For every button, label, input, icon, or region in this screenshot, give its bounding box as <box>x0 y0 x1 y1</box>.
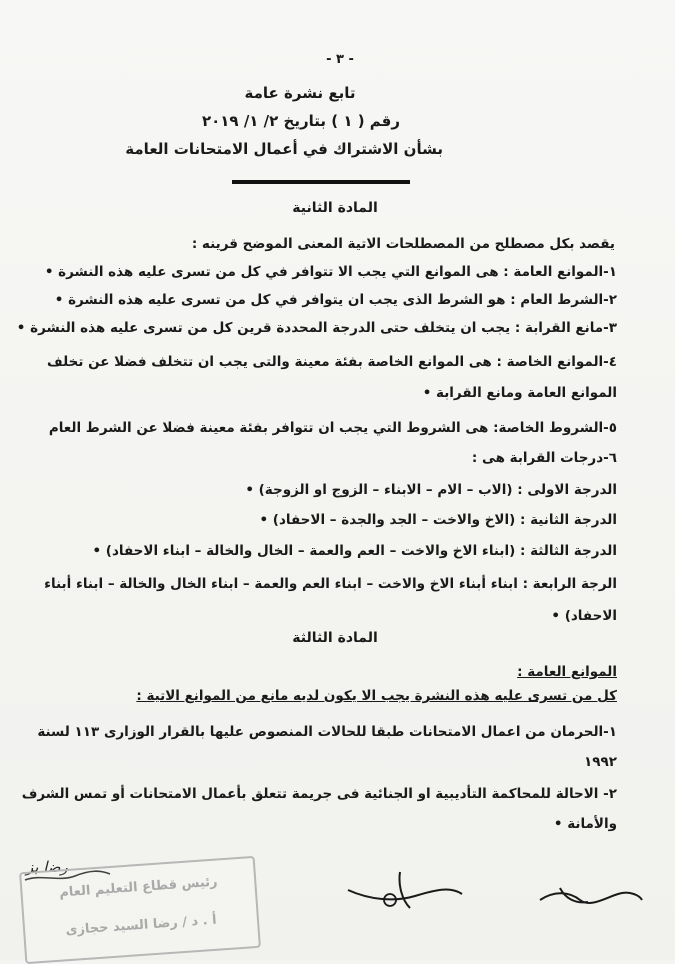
signature-middle <box>340 860 470 920</box>
kinship-degree: الدرجة الثالثة : (ابناء الاخ والاخت – العم والعمة – الخال والخالة – ابناء الاحفاد) • <box>92 543 617 559</box>
article-3-heading: المادة الثالثة <box>292 630 378 646</box>
kinship-degree: الدرجة الثانية : (الاخ والاخت – الجد والجدة – الاحفاد) • <box>259 512 617 528</box>
kinship-degree: الدرجة الاولى : (الاب – الام – الابناء – الزوج او الزوجة) • <box>245 482 617 498</box>
stamp-name: أ . د / رضا السيد حجازى <box>65 912 218 939</box>
article-2-intro: يقصد بكل مصطلح من المصطلحات الاتية المعنى الموضح قرينه : <box>191 236 615 252</box>
bulletin-number-date: رقم ( ١ ) بتاريخ ٢/ ١/ ٢٠١٩ <box>201 112 400 130</box>
official-stamp <box>19 856 261 964</box>
bulletin-subject: بشأن الاشتراك في أعمال الامتحانات العامة <box>125 140 443 158</box>
article-2-item: الموانع العامة ومانع القرابة • <box>422 385 617 401</box>
article-3-item: ١-الحرمان من اعمال الامتحانات طبقا للحالات المنصوص عليها بالقرار الوزارى ١١٣ لسنة <box>37 724 617 740</box>
header-divider <box>232 180 410 184</box>
kinship-degree: الرجة الرابعة : ابناء أبناء الاخ والاخت – ابناء العم والعمة – ابناء الخال والخالة – ابناء أبناء <box>44 576 617 592</box>
article-2-heading: المادة الثانية <box>292 200 378 216</box>
article-2-item: ١-الموانع العامة : هى الموانع التي يجب الا تتوافر في كل من تسرى عليه هذه النشرة • <box>44 264 617 280</box>
article-3-rule: كل من تسرى عليه هذه النشرة يجب الا يكون لديه مانع من الموانع الاتية : <box>136 688 617 704</box>
bulletin-title: تابع نشرة عامة <box>244 84 356 102</box>
article-2-item: ٤-الموانع الخاصة : هى الموانع الخاصة بفئة معينة والتى يجب ان تتخلف فضلا عن تخلف <box>47 354 617 370</box>
article-2-item: ٢-الشرط العام : هو الشرط الذى يجب ان يتوافر في كل من تسرى عليه هذه النشرة • <box>54 292 617 308</box>
article-3-item: والأمانة • <box>553 816 617 832</box>
page-number: - ٣ - <box>326 52 354 67</box>
stamp-title: رئيس قطاع التعليم العام <box>58 874 218 901</box>
article-2-item: ٥-الشروط الخاصة: هى الشروط التي يجب ان تتوافر بفئة معينة فضلا عن الشرط العام <box>48 420 617 436</box>
article-3-subheading: الموانع العامة : <box>517 664 617 680</box>
kinship-degree: الاحفاد) • <box>551 608 617 624</box>
signature-right <box>530 870 650 920</box>
article-2-item: ٣-مانع القرابة : يجب ان يتخلف حتى الدرجة المحددة قرين كل من تسرى عليه هذه النشرة • <box>16 320 617 336</box>
article-2-item: ٦-درجات القرابة هى : <box>471 450 617 466</box>
article-3-item: ٢- الاحالة للمحاكمة التأديبية او الجنائية فى جريمة تتعلق بأعمال الامتحانات أو تمس الشرف <box>21 786 617 802</box>
handwritten-note: رضا بز <box>26 858 68 876</box>
article-3-item: ١٩٩٢ <box>584 754 617 770</box>
